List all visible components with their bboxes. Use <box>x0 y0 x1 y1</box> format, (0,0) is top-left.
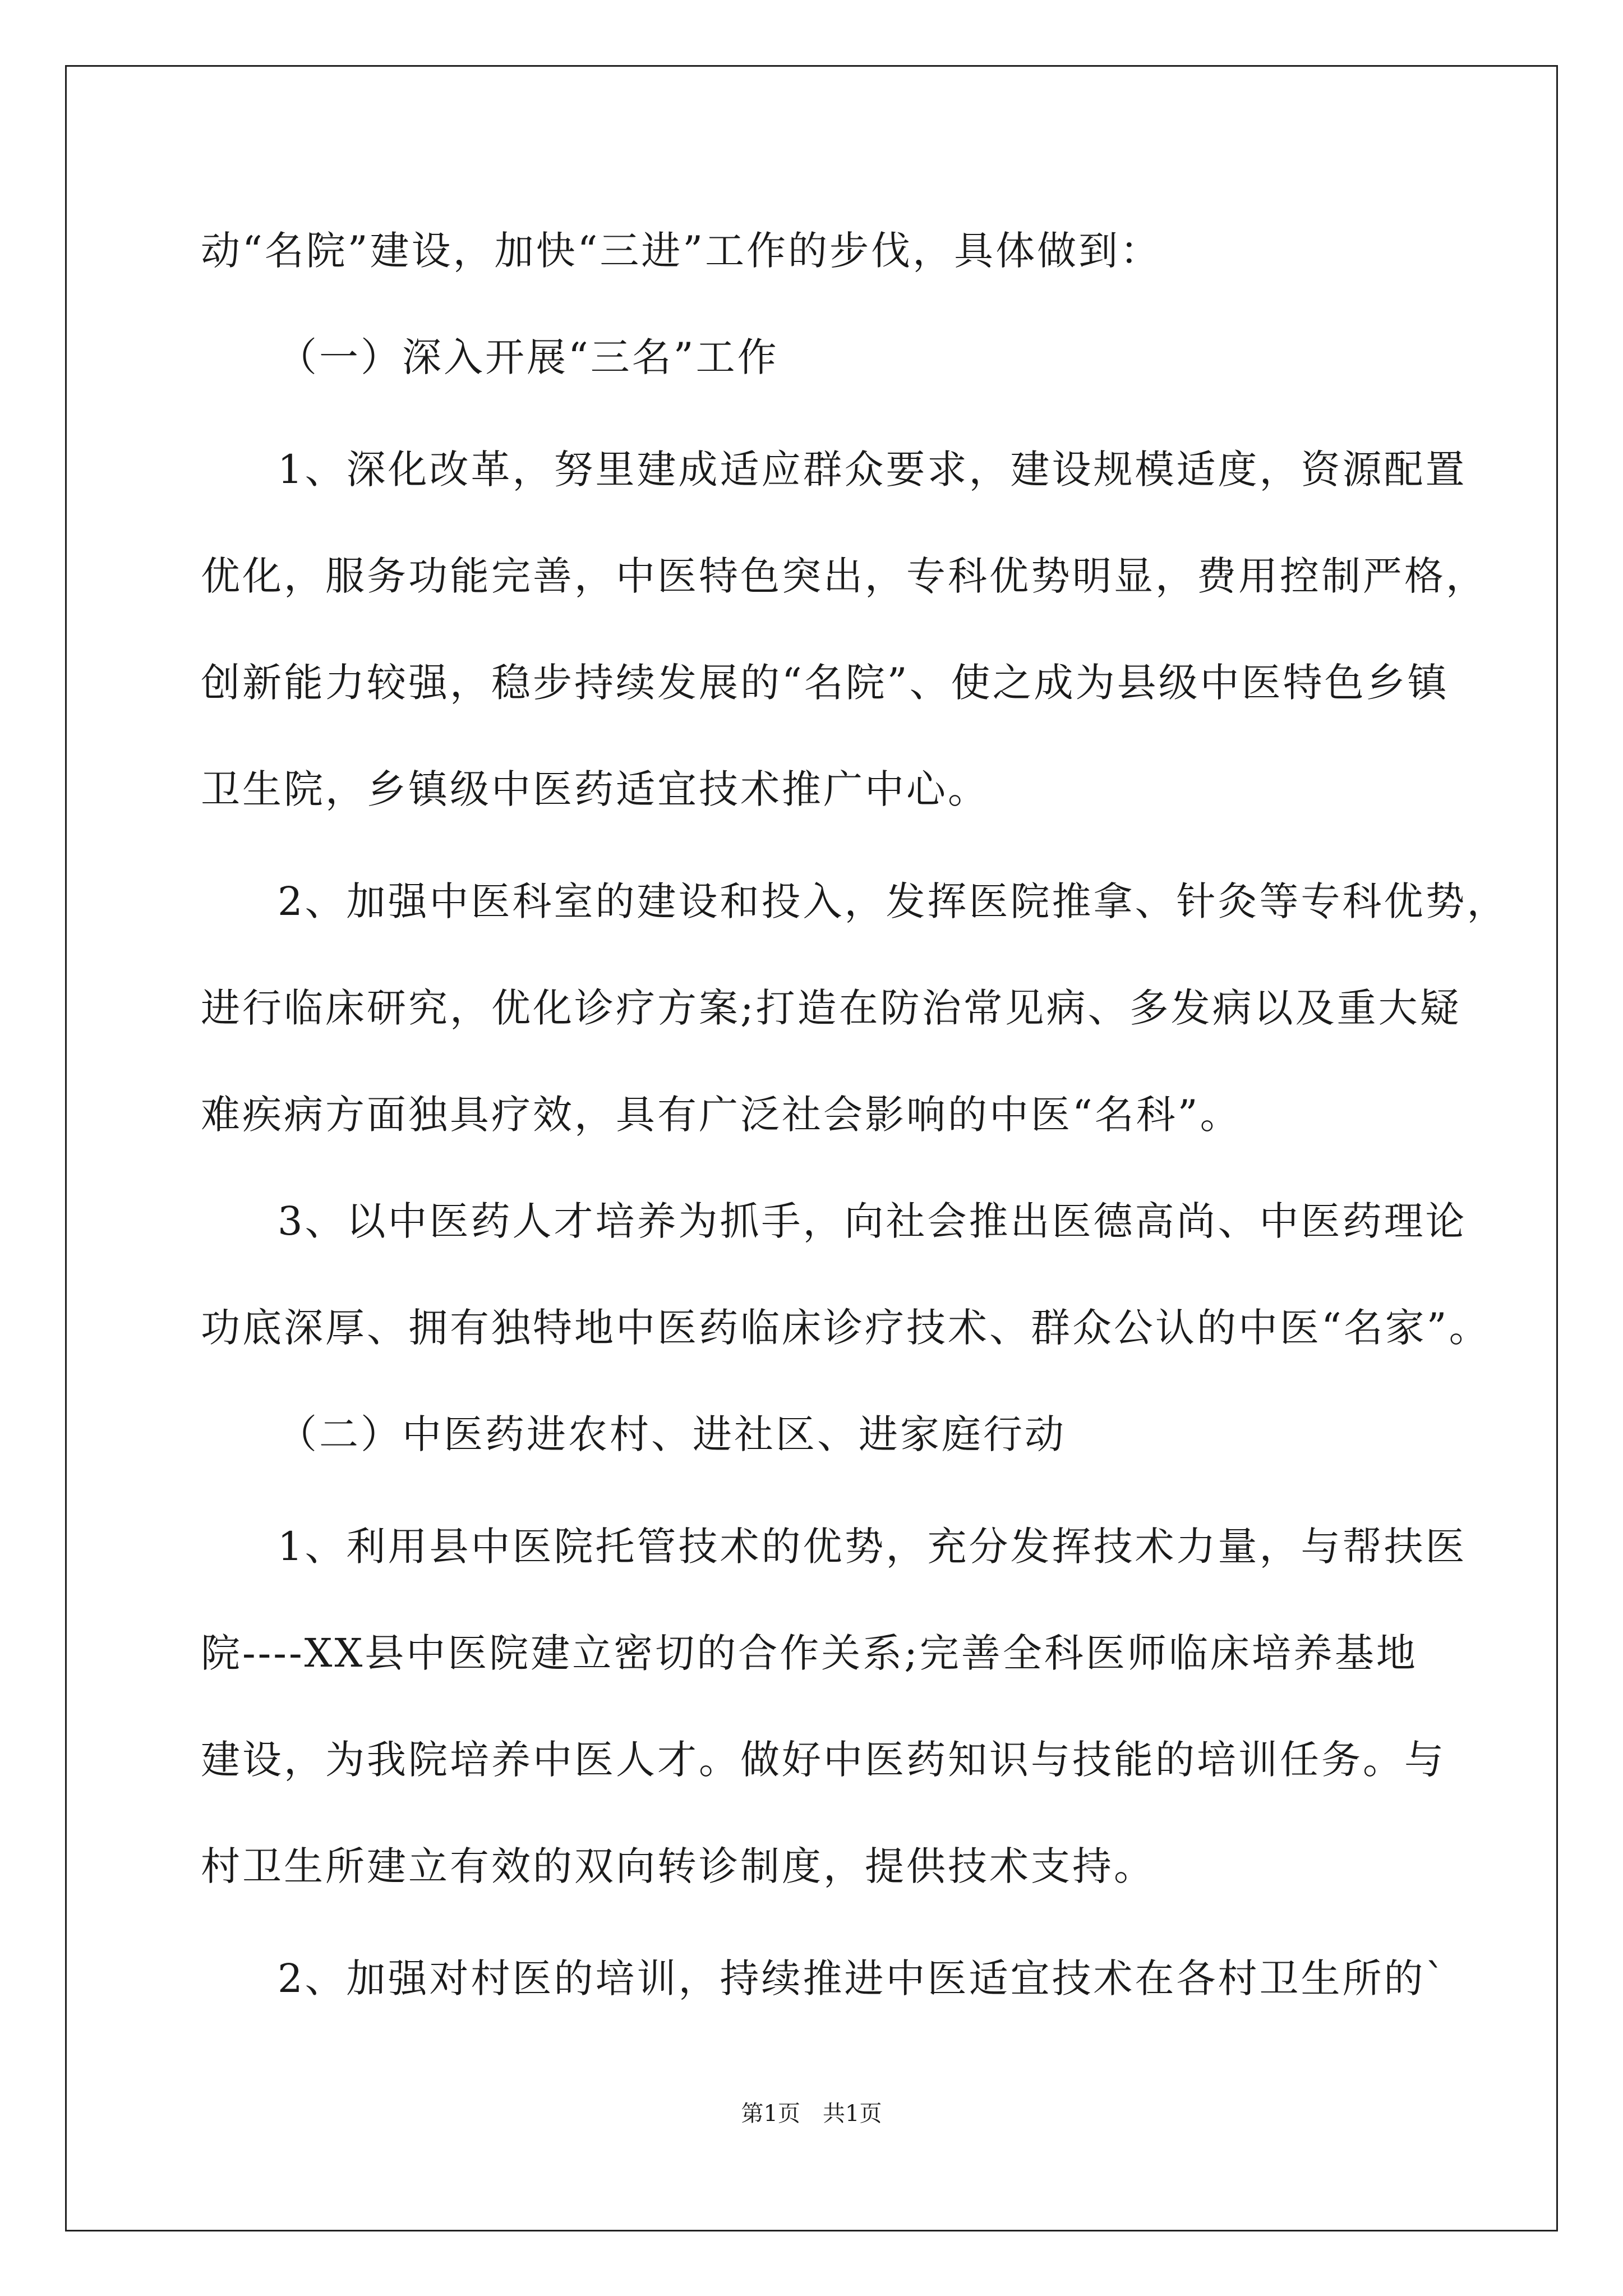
paragraph-line: 功底深厚、拥有独特地中医药临床诊疗技术、群众公认的中医“名家”。 <box>201 1305 1491 1351</box>
paragraph-line: 建设，为我院培养中医人才。做好中医药知识与技能的培训任务。与 <box>201 1737 1446 1783</box>
page-border <box>65 65 1558 2231</box>
section-heading-1: （一）深入开展“三名”工作 <box>278 334 779 380</box>
paragraph-line: 村卫生所建立有效的双向转诊制度，提供技术支持。 <box>201 1843 1155 1889</box>
paragraph-line: 创新能力较强，稳步持续发展的“名院”、使之成为县级中医特色乡镇 <box>201 660 1449 706</box>
paragraph-line: 1、利用县中医院托管技术的优势，充分发挥技术力量，与帮扶医 <box>278 1524 1467 1570</box>
paragraph-line: 2、加强中医科室的建设和投入，发挥医院推拿、针灸等专科优势， <box>278 878 1509 924</box>
paragraph-line: 难疾病方面独具疗效，具有广泛社会影响的中医“名科”。 <box>201 1092 1242 1138</box>
paragraph-line: 3、以中医药人才培养为抓手，向社会推出医德高尚、中医药理论 <box>278 1198 1467 1244</box>
paragraph-line: 院----XX县中医院建立密切的合作关系;完善全科医师临床培养基地 <box>201 1630 1418 1676</box>
paragraph-line: 1、深化改革，努里建成适应群众要求，建设规模适度，资源配置 <box>278 447 1467 493</box>
paragraph-line: 动“名院”建设，加快“三进”工作的步伐，具体做到： <box>201 228 1162 274</box>
paragraph-line: 优化，服务功能完善，中医特色突出，专科优势明显，费用控制严格， <box>201 553 1487 599</box>
paragraph-line: 2、加强对村医的培训，持续推进中医适宜技术在各村卫生所的` <box>278 1955 1447 2001</box>
section-heading-2: （二）中医药进农村、进社区、进家庭行动 <box>278 1411 1066 1457</box>
paragraph-line: 进行临床研究，优化诊疗方案;打造在防治常见病、多发病以及重大疑 <box>201 985 1461 1031</box>
paragraph-line: 卫生院，乡镇级中医药适宜技术推广中心。 <box>201 766 989 812</box>
page-footer: 第1页 共1页 <box>741 2101 882 2127</box>
